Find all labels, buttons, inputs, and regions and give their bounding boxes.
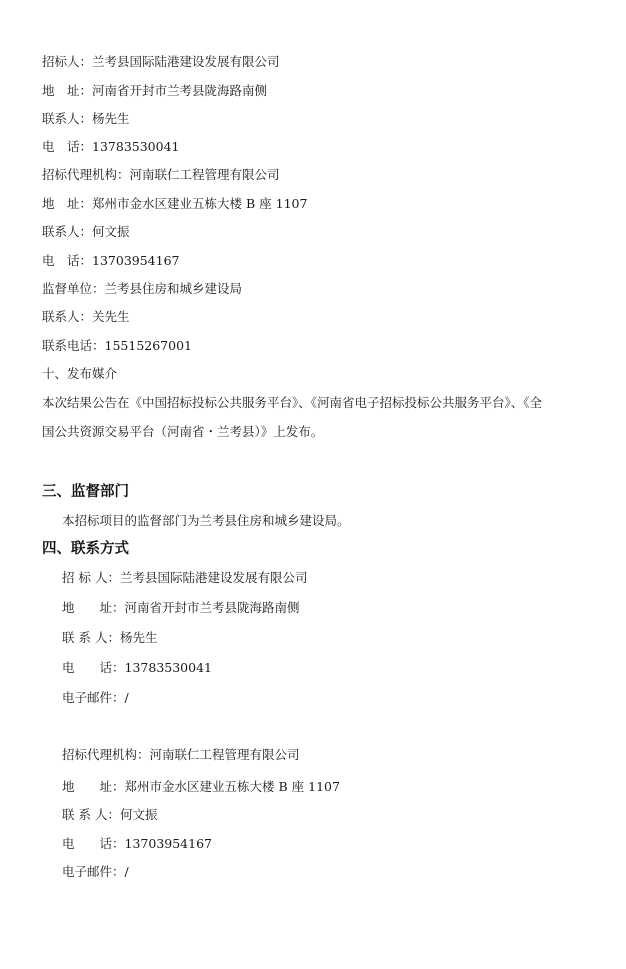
s4-agency-address-value: 郑州市金水区建业五栋大楼 B 座 1107 bbox=[124, 779, 340, 794]
agency-contact-value: 何文振 bbox=[92, 224, 130, 239]
section-3-body: 本招标项目的监督部门为兰考县住房和城乡建设局。 bbox=[62, 513, 350, 528]
agency-phone-line bbox=[42, 253, 180, 269]
s4-tenderer-email-label: 电子邮件： bbox=[62, 690, 125, 705]
s4-tenderer-label: 招 标 人： bbox=[62, 570, 120, 585]
agency-address-line bbox=[42, 196, 307, 212]
agency-contact-line bbox=[42, 224, 130, 240]
tenderer-address-label: 地 址： bbox=[42, 83, 93, 98]
tenderer-contact-line bbox=[42, 111, 130, 127]
s4-agency-email-label: 电子邮件： bbox=[62, 864, 125, 879]
s4-tenderer-line bbox=[62, 570, 307, 586]
section-3-heading: 三、监督部门 bbox=[42, 484, 129, 500]
supervisor-line bbox=[42, 281, 242, 297]
agency-phone-value: 13703954167 bbox=[92, 253, 180, 268]
s4-agency-contact-line bbox=[62, 807, 157, 823]
s4-agency-phone-value: 13703954167 bbox=[124, 836, 212, 851]
s4-agency-contact-label: 联 系 人： bbox=[62, 807, 120, 822]
tenderer-value: 兰考县国际陆港建设发展有限公司 bbox=[92, 54, 280, 69]
tenderer-phone-line bbox=[42, 139, 180, 155]
s4-tenderer-contact-value: 杨先生 bbox=[119, 630, 158, 645]
s4-agency-label: 招标代理机构： bbox=[62, 747, 150, 762]
agency-value: 河南联仁工程管理有限公司 bbox=[129, 167, 280, 182]
s4-tenderer-address-value: 河南省开封市兰考县陇海路南侧 bbox=[124, 600, 300, 615]
s4-agency-phone-label: 电 话： bbox=[62, 836, 125, 851]
agency-address-label: 地 址： bbox=[42, 196, 93, 211]
agency-address-value: 郑州市金水区建业五栋大楼 B 座 1107 bbox=[92, 196, 308, 211]
tenderer-phone-value: 13783530041 bbox=[92, 139, 180, 154]
supervisor-contact-value: 关先生 bbox=[92, 309, 130, 324]
supervisor-value: 兰考县住房和城乡建设局 bbox=[104, 281, 243, 296]
tenderer-contact-value: 杨先生 bbox=[92, 111, 130, 126]
tenderer-address-value: 河南省开封市兰考县陇海路南侧 bbox=[92, 83, 268, 98]
supervisor-phone-value: 15515267001 bbox=[104, 338, 192, 353]
s4-agency-contact-value: 何文振 bbox=[119, 807, 158, 822]
s4-tenderer-address-label: 地 址： bbox=[62, 600, 125, 615]
agency-phone-label: 电 话： bbox=[42, 253, 93, 268]
s4-agency-value: 河南联仁工程管理有限公司 bbox=[149, 747, 300, 762]
s4-tenderer-email-value: / bbox=[124, 690, 129, 705]
media-heading: 十、发布媒介 bbox=[42, 366, 118, 381]
s4-tenderer-address-line bbox=[62, 600, 300, 616]
s4-tenderer-contact-line bbox=[62, 630, 157, 646]
s4-agency-email-line bbox=[62, 864, 129, 880]
s4-agency-address-line bbox=[62, 779, 340, 795]
agency-label: 招标代理机构： bbox=[42, 167, 130, 182]
s4-agency-phone-line bbox=[62, 836, 212, 852]
s4-tenderer-value: 兰考县国际陆港建设发展有限公司 bbox=[119, 570, 308, 585]
s4-agency-line bbox=[62, 747, 300, 763]
supervisor-label: 监督单位： bbox=[42, 281, 105, 296]
tenderer-contact-label: 联系人： bbox=[42, 111, 93, 126]
agency-contact-label: 联系人： bbox=[42, 224, 93, 239]
tenderer-address-line bbox=[42, 83, 267, 99]
s4-agency-email-value: / bbox=[124, 864, 129, 879]
s4-agency-address-label: 地 址： bbox=[62, 779, 125, 794]
s4-tenderer-phone-value: 13783530041 bbox=[124, 660, 212, 675]
s4-tenderer-contact-label: 联 系 人： bbox=[62, 630, 120, 645]
media-text-line-1: 本次结果公告在《中国招标投标公共服务平台》、《河南省电子招标投标公共服务平台》、《全 bbox=[42, 395, 543, 410]
media-text-line-2: 国公共资源交易平台（河南省・兰考县）》上发布。 bbox=[42, 424, 324, 439]
supervisor-contact-line bbox=[42, 309, 130, 325]
section-4-heading: 四、联系方式 bbox=[42, 541, 129, 557]
supervisor-phone-line bbox=[42, 338, 192, 354]
supervisor-contact-label: 联系人： bbox=[42, 309, 93, 324]
supervisor-phone-label: 联系电话： bbox=[42, 338, 105, 353]
s4-tenderer-phone-line bbox=[62, 660, 212, 676]
tenderer-phone-label: 电 话： bbox=[42, 139, 93, 154]
tenderer-line bbox=[42, 54, 280, 70]
s4-tenderer-phone-label: 电 话： bbox=[62, 660, 125, 675]
s4-tenderer-email-line bbox=[62, 690, 129, 706]
tenderer-label: 招标人： bbox=[42, 54, 93, 69]
agency-line bbox=[42, 167, 280, 183]
